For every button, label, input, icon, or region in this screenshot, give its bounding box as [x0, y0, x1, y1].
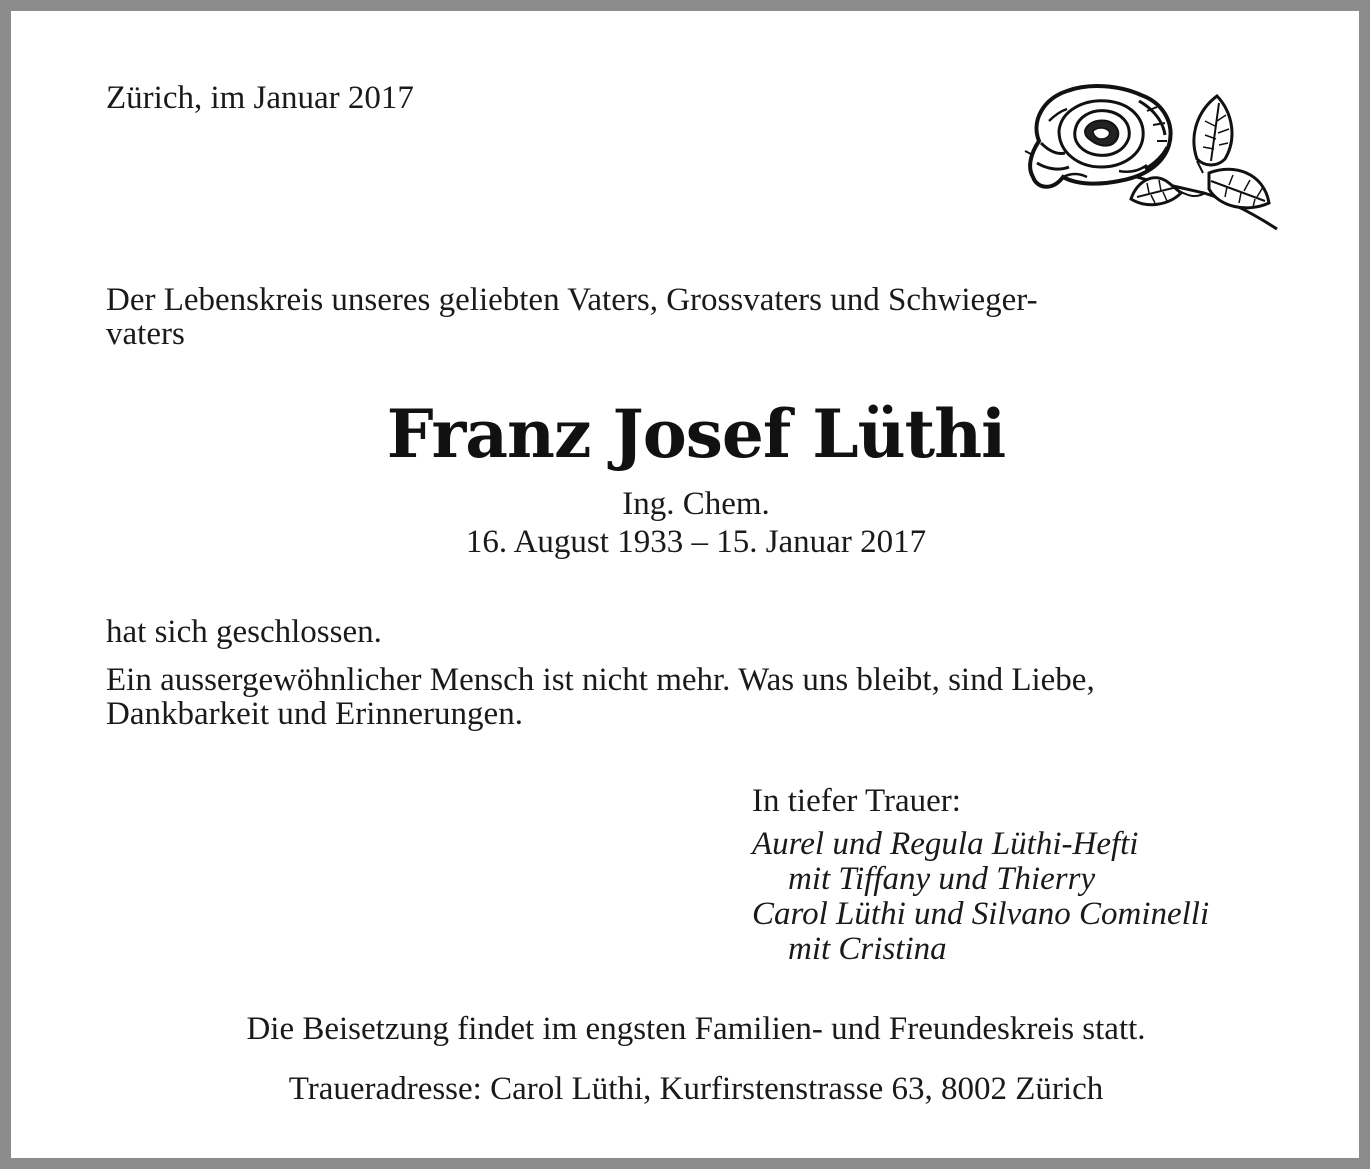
rose-icon — [1019, 81, 1281, 233]
closing-line: hat sich geschlossen. — [106, 614, 382, 650]
memorial-text-line-2: Dankbarkeit und Erinnerungen. — [106, 696, 523, 732]
family-line: mit Cristina — [788, 931, 947, 967]
intro-line-2: vaters — [106, 316, 185, 352]
deceased-name: Franz Josef Lüthi — [386, 395, 1006, 473]
intro-line-1: Der Lebenskreis unseres geliebten Vaters, Grossvaters und Schwieger- — [106, 282, 1038, 318]
dateline: Zürich, im Januar 2017 — [106, 80, 414, 116]
burial-note: Die Beisetzung findet im engsten Familien- und Freundeskreis statt. — [246, 1011, 1146, 1047]
family-line: Carol Lüthi und Silvano Cominelli — [752, 896, 1210, 932]
intro-text — [106, 283, 1038, 351]
family-line: mit Tiffany und Thierry — [788, 861, 1096, 897]
memorial-text-line-1: Ein aussergewöhnlicher Mensch ist nicht mehr. Was uns bleibt, sind Liebe, — [106, 662, 1095, 698]
mourning-heading: In tiefer Trauer: — [752, 783, 961, 819]
deceased-title: Ing. Chem. — [622, 486, 770, 522]
mourning-address: Traueradresse: Carol Lüthi, Kurfirstenstrasse 63, 8002 Zürich — [288, 1071, 1104, 1107]
life-dates: 16. August 1933 – 15. Januar 2017 — [465, 524, 927, 560]
family-line: Aurel und Regula Lüthi-Hefti — [752, 826, 1139, 862]
